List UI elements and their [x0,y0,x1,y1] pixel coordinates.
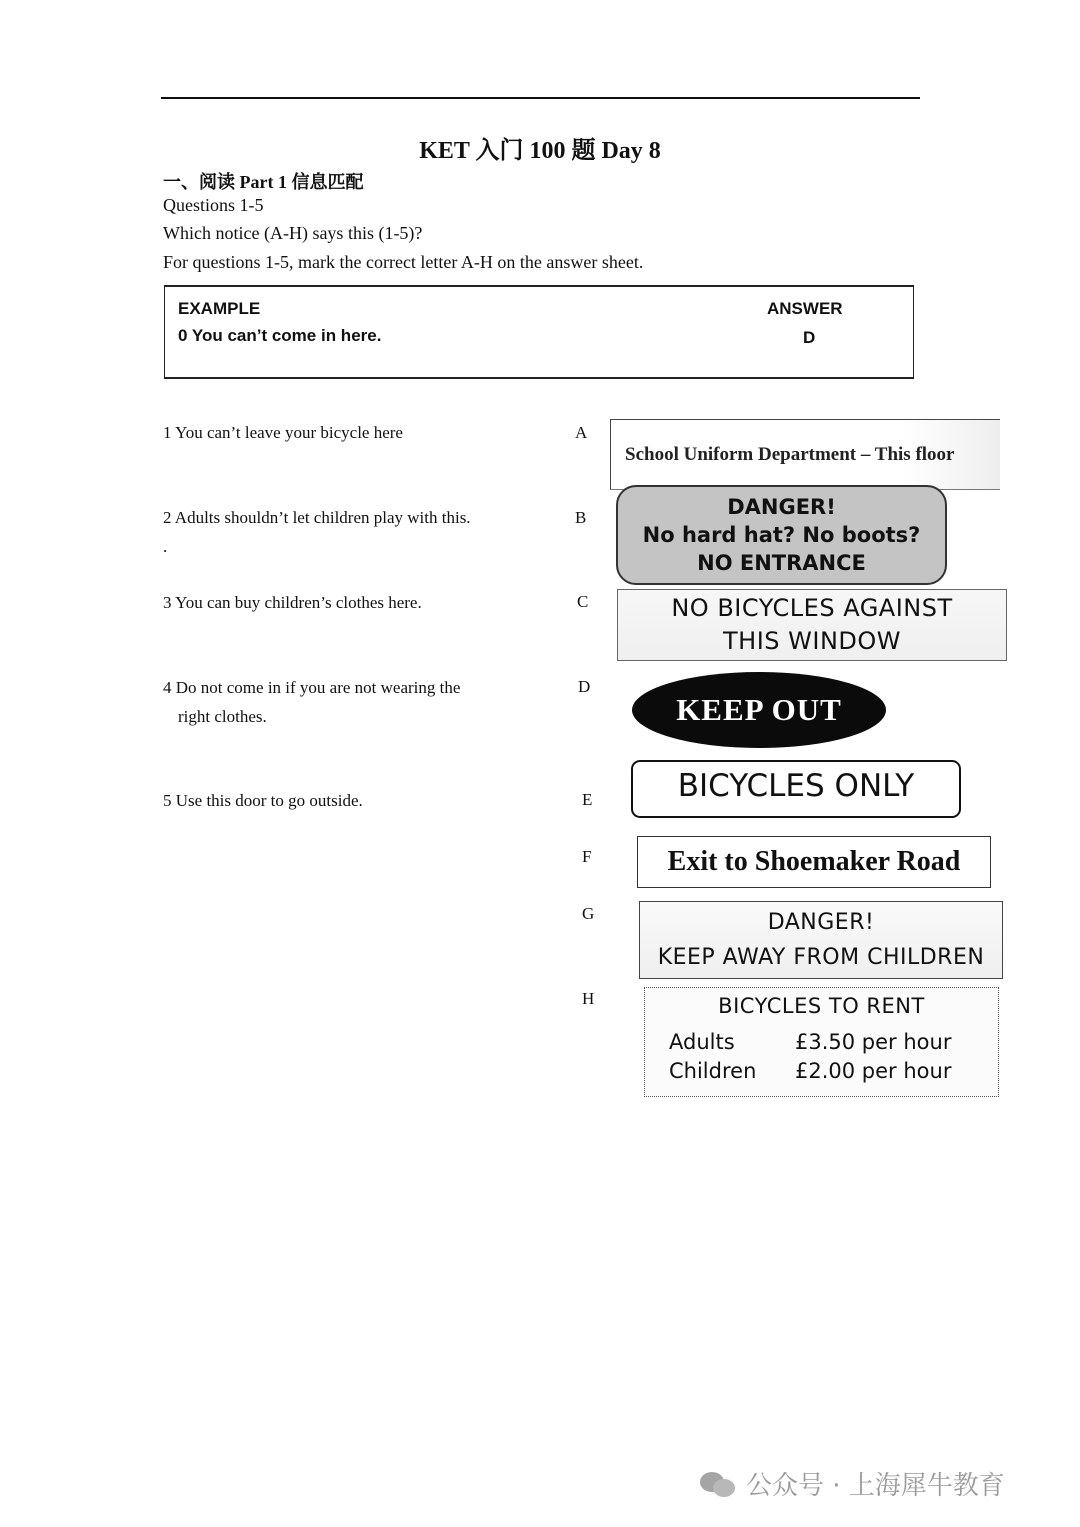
notice-g-line-1: DANGER! [767,910,875,935]
option-letter-e: E [582,790,593,809]
question-1: 1 You can’t leave your bicycle here [163,423,403,442]
notice-e-text: BICYCLES ONLY [677,768,915,804]
page-title: KET 入门 100 题 Day 8 [419,138,661,164]
notice-d [632,672,886,748]
notice-b-line-3: NO ENTRANCE [697,551,866,575]
notice-h-title: BICYCLES TO RENT [718,994,925,1018]
section-heading: 一、阅读 Part 1 信息匹配 [163,172,364,192]
question-5: 5 Use this door to go outside. [163,791,363,810]
notice-h-row-2-price: £2.00 per hour [795,1059,952,1083]
header-rule [161,97,920,99]
notice-f-text: Exit to Shoemaker Road [667,846,961,877]
option-letter-g: G [582,904,595,923]
example-box [164,285,914,379]
notice-h-row-1-who: Adults [669,1030,735,1054]
notice-c [617,589,1007,661]
instruction-line-3: For questions 1-5, mark the correct letter A-H on the answer sheet. [163,252,644,272]
notice-h [644,987,999,1097]
notice-b [616,485,947,585]
question-4-line-1: 4 Do not come in if you are not wearing the [163,678,461,697]
option-letter-c: C [577,592,589,611]
question-2-extra: . [163,537,168,556]
answer-label: ANSWER [767,299,843,318]
notice-h-row-1-price: £3.50 per hour [795,1030,952,1054]
option-letter-f: F [582,847,592,866]
question-2: 2 Adults shouldn’t let children play with this. [163,508,471,527]
notice-a-text: School Uniform Department – This floor [625,443,955,465]
notice-b-line-1: DANGER! [727,495,836,519]
notice-d-text: KEEP OUT [676,692,842,727]
notice-g [639,901,1003,979]
wechat-icon [700,1470,736,1498]
example-question: 0 You can’t come in here. [178,326,382,345]
notice-h-row-2-who: Children [669,1059,757,1083]
notice-c-line-1: NO BICYCLES AGAINST [671,594,953,622]
question-4-line-2: right clothes. [178,707,267,726]
watermark [700,1465,1005,1502]
notice-a [610,419,1000,490]
example-label: EXAMPLE [178,299,261,318]
notice-b-line-2: No hard hat? No boots? [642,523,921,547]
notice-e [631,760,961,818]
notice-g-line-2: KEEP AWAY FROM CHILDREN [657,945,985,970]
notice-c-line-2: THIS WINDOW [722,627,901,655]
instruction-line-2: Which notice (A-H) says this (1-5)? [163,223,423,243]
instruction-line-1: Questions 1-5 [163,195,264,215]
question-3: 3 You can buy children’s clothes here. [163,593,422,612]
option-letter-d: D [578,677,591,696]
option-letter-h: H [582,989,595,1008]
example-answer: D [803,328,816,347]
watermark-text: 公众号 · 上海犀牛教育 [746,1471,1005,1501]
option-letter-b: B [575,508,587,527]
notice-f [637,836,991,888]
option-letter-a: A [575,423,588,442]
